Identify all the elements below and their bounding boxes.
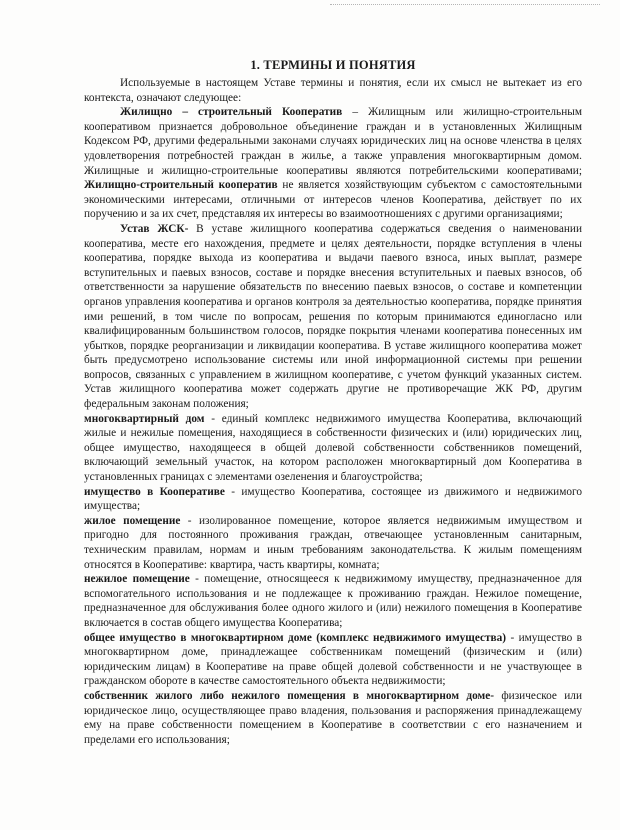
definition-owner-text: физическое или юридическое лицо, осуществляющее право владения, пользования и распоряжения принадлежащему ему на праве собственности помещением в Кооперативе в соответствии с его назначением и пределами его использования; bbox=[84, 689, 582, 746]
definition-property bbox=[84, 485, 582, 514]
definition-owner bbox=[84, 689, 582, 747]
definition-nonresidential-premises bbox=[84, 572, 582, 630]
definition-residential-premises bbox=[84, 514, 582, 572]
term-apartment-building: многоквартирный дом bbox=[84, 412, 205, 425]
definition-common-property bbox=[84, 631, 582, 689]
definition-apartment-building-text: - единый комплекс недвижимого имущества Кооператива, включающий жилые и нежилые помещения, находящиеся в собственности физических и (или) юридических лиц, общее имущество, находящееся в общей долевой собственности собственников помещений, включающий земельный участок, на котором расположен многоквартирный дом Кооператива в установленных границах с элементами озеленения и благоустройства; bbox=[84, 412, 583, 484]
term-cooperative-2: Жилищно-строительный кооператив bbox=[84, 179, 278, 192]
definition-residential-premises-text: - изолированное помещение, которое является недвижимым имуществом и пригодно для постоянного проживания граждан, отвечающее установленным санитарным, техническим правилам, нормам и иным требованиям законодательства. К жилым помещениям относятся в Кооперативе: квартира, часть квартиры, комната; bbox=[84, 514, 582, 571]
term-nonresidential-premises: нежилое помещение bbox=[84, 573, 190, 586]
definition-cooperative-text-2: не является хозяйствующим субъектом с самостоятельными экономическими интересами, отличными от интересов членов Кооператива, действует по их поручению и за их счет, представляя их интересы во взаимоотношениях с другими организациями; bbox=[84, 179, 582, 221]
definition-common-property-text: - имущество в многоквартирном доме, принадлежащее собственникам помещений (физическим и (или) юридическим лицам) в Кооперативе на праве общей долевой собственности и не участвующее в гражданском обороте в качестве самостоятельного объекта недвижимости; bbox=[84, 631, 582, 688]
term-cooperative: Жилищно – строительный Кооператив bbox=[120, 106, 343, 119]
scan-edge-line bbox=[330, 4, 600, 5]
definition-cooperative-text: – Жилищным или жилищно-строительным кооперативом признается добровольное объединение граждан и в установленных Жилищным Кодексом РФ, другими федеральными законами случаях юридических лиц на основе членства в целях удовлетворения потребностей граждан в жилье, а также управления многоквартирным домом. Жилищные и жилищно-строительные кооперативы являются потребительскими кооперативами; bbox=[84, 106, 582, 177]
definition-property-text: - имущество Кооператива, состоящее из движимого и недвижимого имущества; bbox=[84, 485, 582, 513]
term-owner: собственник жилого либо нежилого помещения в многоквартирном доме- bbox=[84, 689, 495, 702]
intro-paragraph: Используемые в настоящем Уставе термины и понятия, если их смысл не вытекает из его контекста, означают следующее: bbox=[84, 77, 582, 104]
term-common-property: общее имущество в многоквартирном доме (комплекс недвижимого имущества) bbox=[84, 631, 507, 644]
section-title: 1. ТЕРМИНЫ И ПОНЯТИЯ bbox=[250, 58, 416, 72]
definition-nonresidential-premises-text: - помещение, относящееся к недвижимому имуществу, предназначенное для вспомогательного использования и не подлежащее к проживанию граждан. Нежилое помещение, предназначенное для обслуживания более одного жилого и (или) нежилого помещения в Кооперативе включается в состав общего имущества Кооператива; bbox=[84, 573, 582, 629]
definition-charter-text: В уставе жилищного кооператива содержаться сведения о наименовании кооператива, месте его нахождения, предмете и целях деятельности, порядке вступления в члены кооператива, порядке выхода из кооператива и выдачи паевого взноса, иных выплат, размере вступительных и паевых взносов, составе и порядке внесения вступительных и паевых взносов, об ответственности за нарушение обязательств по внесению паевых взносов, о составе и компетенции органов управления кооператива и органов контроля за деятельностью кооператива, порядке принятия ими решений, в том числе по вопросам, решения по которым принимаются единогласно или квалифицированным большинством голосов, порядке покрытия членами кооператива понесенных им убытков, порядке реорганизации и ликвидации кооператива. В уставе жилищного кооператива может быть предусмотрено использование системы или иной информационной системы при решении вопросов, связанных с управлением в жилищном кооперативе, с учетом функций указанных систем. Устав жилищного кооператива может содержать другие не противоречащие ЖК РФ, другим федеральным законам положения; bbox=[84, 222, 582, 411]
definition-charter bbox=[84, 222, 582, 412]
definition-cooperative bbox=[84, 105, 582, 222]
term-charter: Устав ЖСК- bbox=[120, 222, 189, 235]
term-property: имущество в Кооперативе bbox=[84, 485, 225, 498]
definition-apartment-building bbox=[84, 412, 582, 485]
term-residential-premises: жилое помещение bbox=[84, 514, 181, 527]
